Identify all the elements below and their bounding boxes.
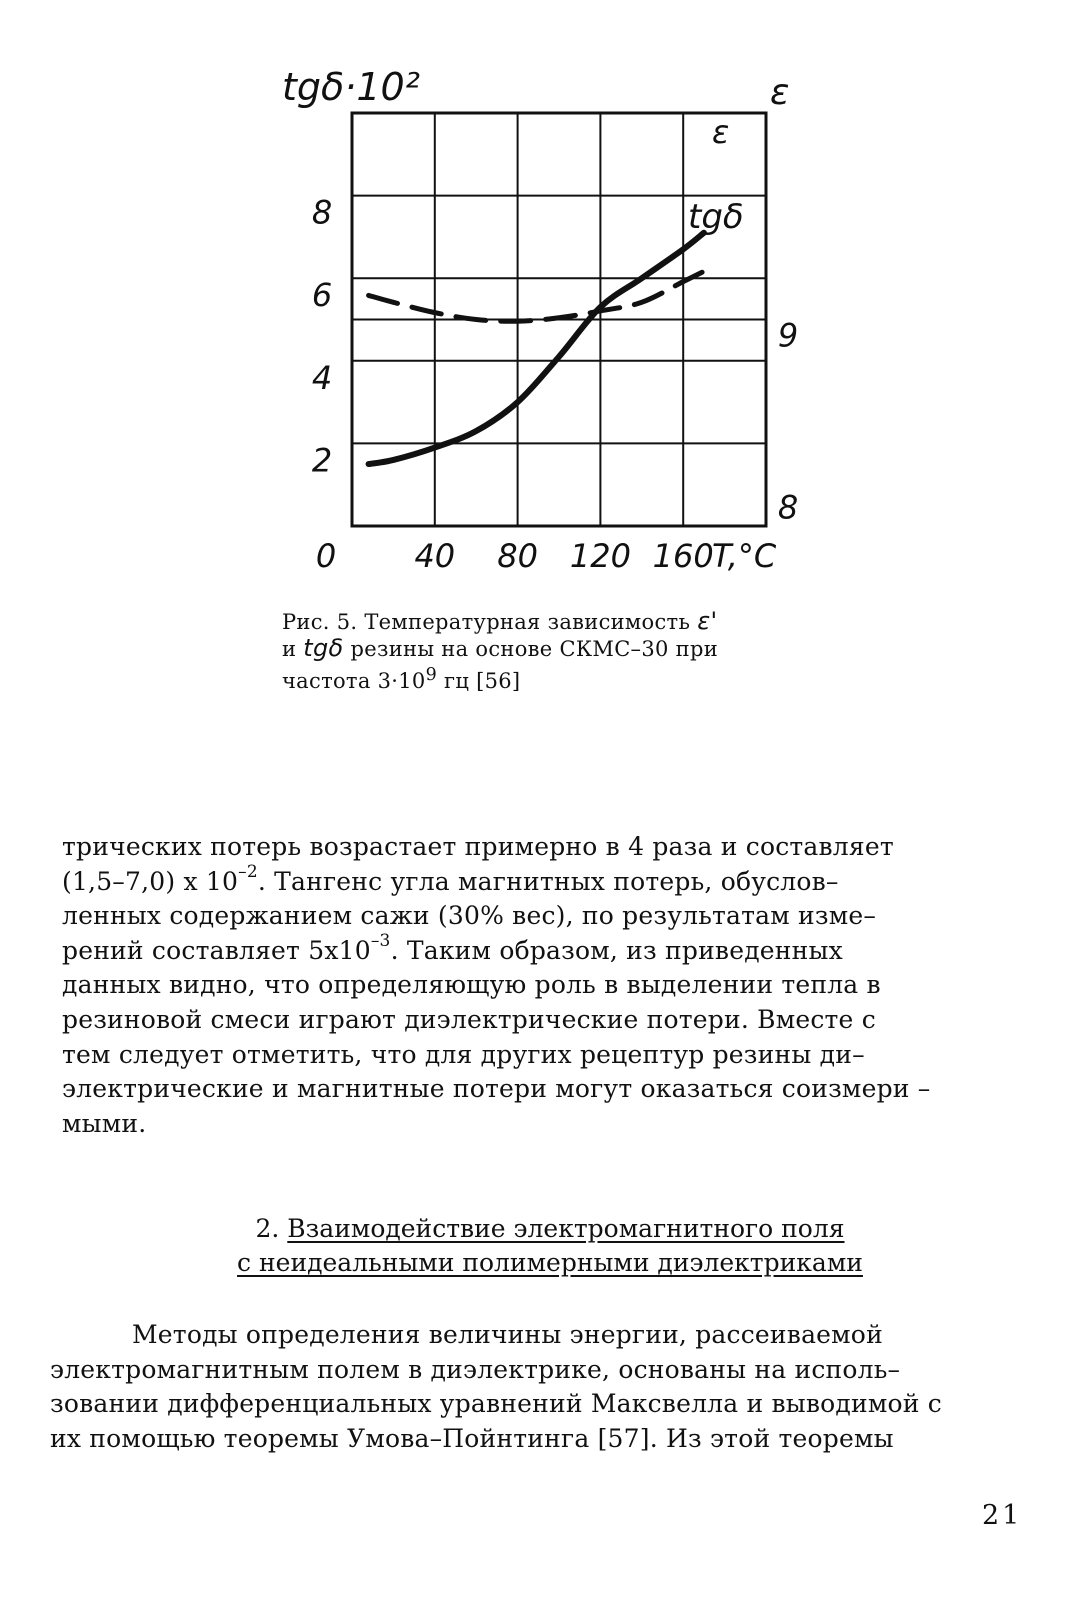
x-tick-label: 80 [497, 537, 538, 575]
figure-chart [0, 0, 1082, 600]
y-left-axis-label: tgδ·10² [282, 65, 420, 109]
paragraph-1-line: тем следует отметить, что для других рецептур резины ди– [62, 1039, 865, 1069]
caption-line-1 [282, 608, 822, 635]
exponent: –3 [370, 931, 391, 952]
caption-exponent: 9 [425, 665, 438, 685]
series-tgdelta-line [369, 233, 704, 464]
paragraph-1-line: ленных содержанием сажи (30% вес), по результатам изме– [62, 901, 877, 931]
paragraph-1-line: рений составляет $5х10^{-3}$. Таким образом, из приведенных [62, 931, 843, 965]
caption-text-3: частота 3·10 [282, 669, 426, 693]
paragraph-2-line: их помощью теоремы Умова–Пойнтинга [57]. Из этой теоремы [50, 1423, 894, 1453]
paragraph-2-line: электромагнитным полем в диэлектрике, основаны на исполь– [50, 1354, 901, 1384]
caption-epsilon-symbol: ε' [697, 607, 718, 635]
y-left-tick-label: 6 [311, 276, 333, 315]
x-tick-labels [316, 537, 714, 575]
y-left-tick-labels [312, 194, 332, 480]
x-tick-label: 120 [569, 537, 631, 575]
series-label-epsilon: ε [712, 113, 730, 151]
series-label-tgdelta: tgδ [688, 197, 744, 237]
page-number: 21 [982, 1500, 1023, 1531]
paragraph-1-line: (1,5–7,0) х $10^{-2}$. Тангенс угла магнитных потерь, обуслов– [62, 862, 839, 896]
section-title-1: Взаимодействие электромагнитного поля [287, 1214, 845, 1243]
y-left-tick-label: 8 [311, 193, 333, 232]
caption-line-2 [282, 635, 822, 662]
caption-text-2a: и [282, 637, 297, 661]
caption-line-3 [282, 662, 822, 694]
section-heading-line-2 [200, 1246, 900, 1280]
y-right-tick-label: 8 [777, 488, 799, 527]
paragraph-1 [62, 830, 1032, 1141]
x-tick-label: 160 [652, 537, 714, 575]
exponent: –2 [238, 862, 258, 883]
caption-text-3b: гц [56] [444, 669, 521, 693]
paragraph-1-line: мыми. [62, 1108, 147, 1138]
y-left-tick-label: 4 [311, 358, 333, 397]
paragraph-1-line: резиновой смеси играют диэлектрические потери. Вместе с [62, 1004, 876, 1034]
y-right-axis-label: ε [770, 72, 790, 113]
paragraph-2-line: Методы определения величины энергии, рассеиваемой [132, 1320, 883, 1349]
caption-tgdelta-symbol: tgδ [303, 634, 344, 662]
x-axis-unit-label: T,°C [712, 537, 777, 575]
caption-text-1: Температурная зависимость [364, 610, 691, 634]
x-tick-label: 0 [315, 537, 337, 575]
section-heading [200, 1212, 900, 1280]
y-right-tick-label: 9 [777, 316, 799, 355]
section-number: 2. [255, 1214, 280, 1243]
paragraph-1-line: данных видно, что определяющую роль в выделении тепла в [62, 970, 881, 1000]
y-left-tick-label: 2 [311, 441, 333, 480]
paragraph-1-line: трических потерь возрастает примерно в 4 раза и составляет [62, 832, 894, 861]
x-tick-label: 40 [414, 537, 456, 575]
paragraph-2-line: зовании дифференциальных уравнений Максвелла и выводимой с [50, 1389, 942, 1419]
caption-text-2b: резины на основе СКМС–30 при [350, 637, 718, 661]
y-right-tick-labels [778, 317, 798, 527]
section-heading-line-1 [200, 1212, 900, 1246]
figure-caption [282, 608, 822, 694]
paragraph-1-line: электрические и магнитные потери могут оказаться соизмери – [62, 1074, 931, 1104]
section-title-2: с неидеальными полимерными диэлектриками [237, 1248, 863, 1277]
paragraph-2 [50, 1318, 1030, 1456]
caption-prefix: Рис. 5. [282, 610, 358, 634]
